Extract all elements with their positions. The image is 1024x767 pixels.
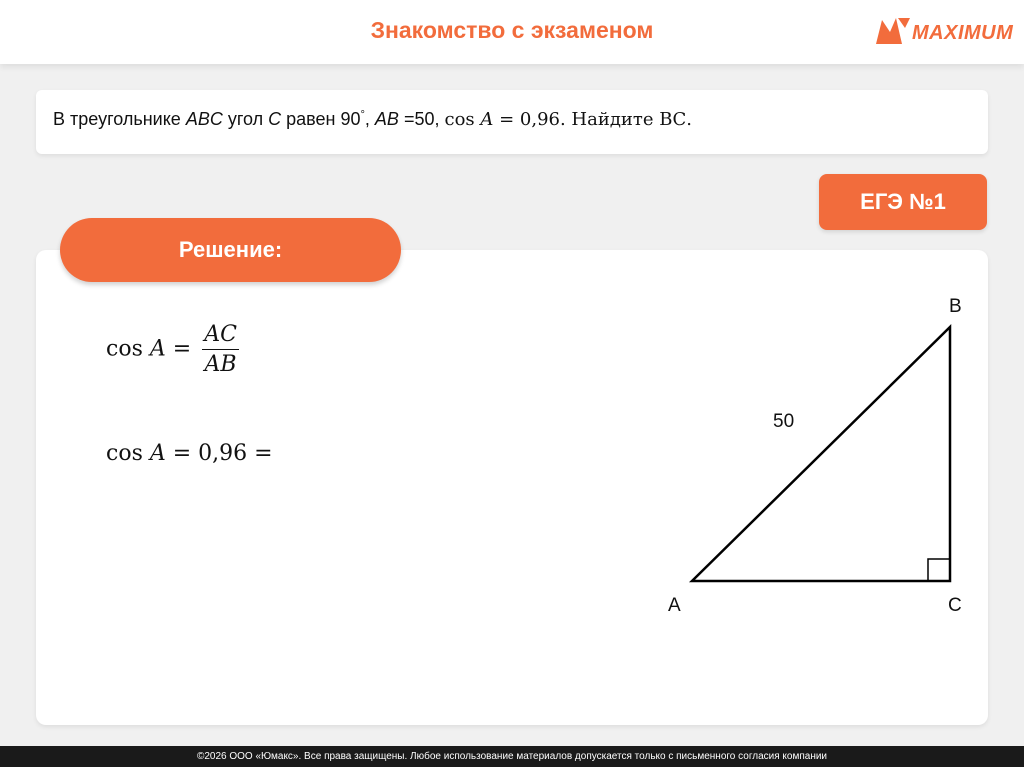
formula-cos-ratio	[106, 322, 239, 377]
task-text-part: =50,	[398, 109, 445, 129]
vertex-label-a: A	[668, 595, 681, 616]
task-card	[36, 90, 988, 154]
fraction	[202, 322, 239, 377]
task-statement	[53, 109, 692, 130]
solution-label: Решение:	[60, 218, 401, 282]
task-text-part: В треугольнике	[53, 109, 186, 129]
formula-text: cos	[106, 336, 150, 362]
degree-sign: °	[360, 109, 365, 121]
task-text-part: C	[268, 109, 282, 129]
ege-badge: ЕГЭ №1	[819, 174, 987, 230]
task-text-part: угол	[222, 109, 269, 129]
copyright-footer: ©2026 ООО «Юмакс». Все права защищены. Любое использование материалов допускается только с письменного согласия компании	[0, 746, 1024, 767]
page-title: Знакомство с экзаменом	[370, 17, 654, 43]
logo-text: MAXIMUM	[912, 22, 1014, 44]
task-text-part: cos	[444, 109, 481, 130]
formula-text: A	[149, 336, 166, 362]
task-text-part: A	[480, 109, 494, 130]
fraction-denominator: AB	[204, 352, 237, 377]
formula-cos-value	[106, 441, 273, 466]
task-text-part: ABC	[185, 109, 223, 129]
task-text-part: ,	[364, 109, 375, 129]
vertex-label-b: B	[949, 296, 962, 317]
task-text-part: равен 90	[281, 109, 361, 129]
task-text-part: AB	[374, 109, 399, 129]
maximum-logo	[872, 14, 1022, 48]
triangle-outline	[692, 327, 950, 581]
right-triangle-diagram	[640, 285, 980, 625]
formula-text: cos	[106, 441, 150, 466]
logo-mark-icon	[872, 14, 912, 48]
formula-text: =	[165, 336, 192, 362]
formula-text: A	[149, 441, 166, 466]
header-bar	[0, 0, 1024, 64]
fraction-numerator: AC	[202, 322, 239, 350]
vertex-label-c: C	[948, 595, 962, 616]
hypotenuse-length-label: 50	[773, 411, 795, 432]
right-angle-marker	[928, 559, 950, 581]
formula-text: = 0,96 =	[165, 441, 273, 466]
task-text-part: = 0,96. Найдите ВС.	[493, 109, 692, 130]
